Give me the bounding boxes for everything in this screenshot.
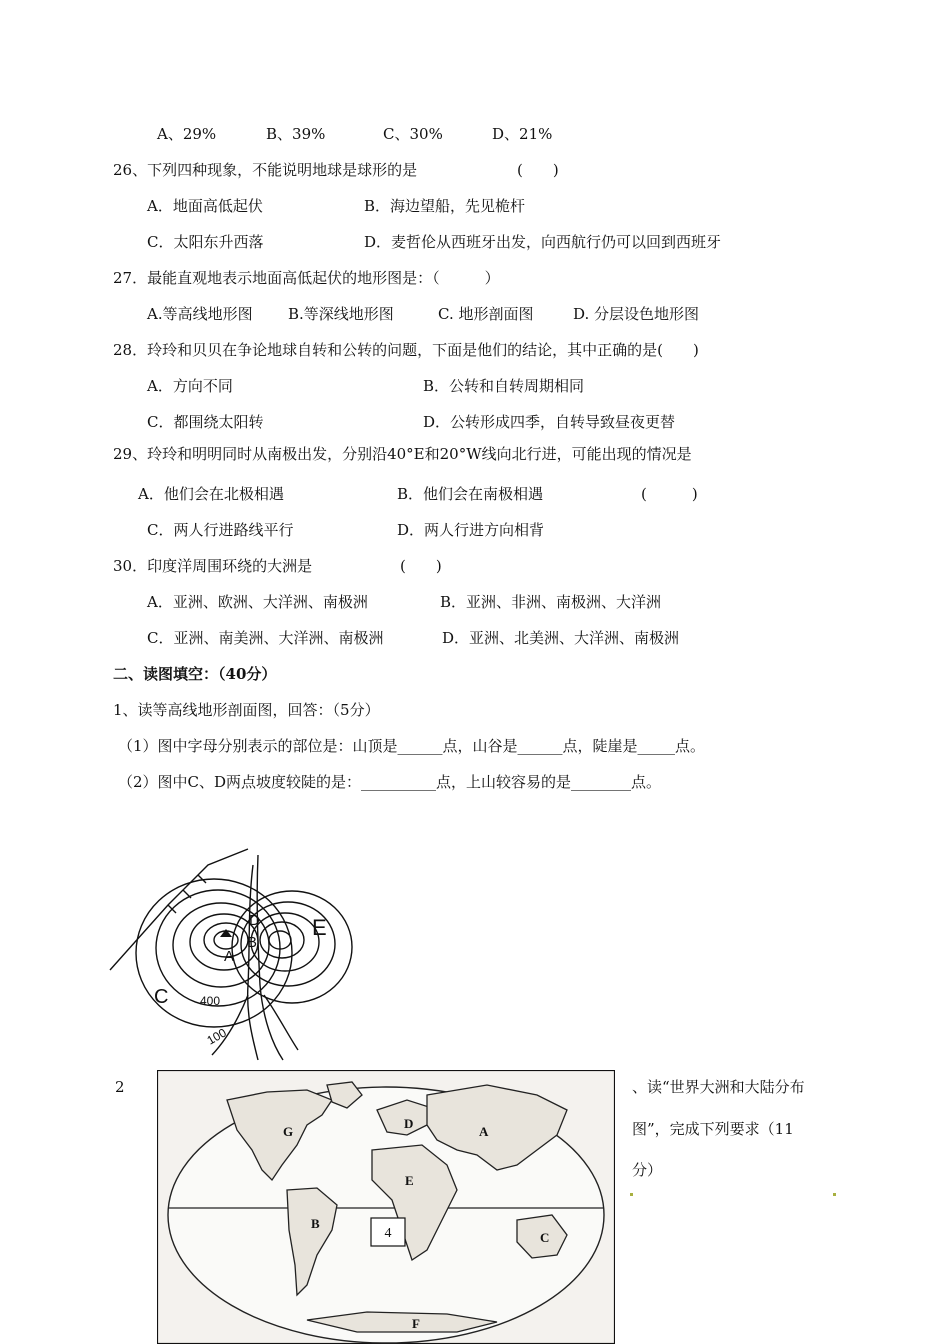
q27-option-b: B.等深线地形图 xyxy=(288,305,394,323)
q30-answer-paren: ( ) xyxy=(400,557,442,575)
q29-option-a: A．他们会在北极相遇 xyxy=(138,485,284,503)
q26-option-c: C．太阳东升西落 xyxy=(147,233,264,251)
s2q2-text-line3: 分） xyxy=(632,1161,663,1179)
q25-option-a: A、29% xyxy=(157,125,217,143)
map-label-d: D xyxy=(404,1116,414,1131)
contour-value-100: 100 xyxy=(204,1025,229,1048)
map-label-b: B xyxy=(311,1216,320,1231)
q26-option-d: D．麦哲伦从西班牙出发，向西航行仍可以回到西班牙 xyxy=(364,233,722,251)
q29-stem: 29、玲玲和明明同时从南极出发，分别沿40°E和20°W线向北行进，可能出现的情况是 xyxy=(113,445,692,463)
q27-option-d: D. 分层设色地形图 xyxy=(573,305,700,323)
map-label-box-text: 4 xyxy=(384,1226,392,1241)
s2q2-text-line1: 、读“世界大洲和大陆分布 xyxy=(632,1078,805,1096)
s2q2-text-line2: 图”，完成下列要求（11 xyxy=(632,1120,794,1138)
contour-label-c: C xyxy=(154,986,169,1008)
q30-option-d: D．亚洲、北美洲、大洋洲、南极洲 xyxy=(442,629,680,647)
map-label-f: F xyxy=(412,1316,420,1331)
q29-answer-paren: ( ) xyxy=(641,485,698,503)
q27-option-a: A.等高线地形图 xyxy=(147,305,253,323)
contour-label-a: A xyxy=(224,948,235,965)
map-label-a: A xyxy=(479,1124,489,1139)
q29-option-b: B．他们会在南极相遇 xyxy=(397,485,544,503)
q25-option-d: D、21% xyxy=(492,125,553,143)
q28-stem: 28．玲玲和贝贝在争论地球自转和公转的问题，下面是他们的结论，其中正确的是( ) xyxy=(113,341,699,359)
contour-label-d: D xyxy=(249,912,260,929)
decorative-dot xyxy=(630,1193,633,1196)
q30-option-a: A．亚洲、欧洲、大洋洲、南极洲 xyxy=(147,593,368,611)
contour-map xyxy=(108,845,368,1070)
contour-label-b: B xyxy=(247,934,258,951)
q29-option-d: D．两人行进方向相背 xyxy=(397,521,545,539)
map-label-g: G xyxy=(283,1124,294,1139)
q28-option-c: C．都围绕太阳转 xyxy=(147,413,264,431)
s2q1-part1: （1）图中字母分别表示的部位是：山顶是______点，山谷是______点，陡崖是_____点。 xyxy=(118,737,706,755)
q26-answer-paren: ( ) xyxy=(517,161,559,179)
q26-option-a: A．地面高低起伏 xyxy=(147,197,263,215)
q27-option-c: C. 地形剖面图 xyxy=(438,305,534,323)
q26-option-b: B．海边望船，先见桅杆 xyxy=(364,197,526,215)
contour-label-e: E xyxy=(312,915,327,940)
s2q1-part2: （2）图中C、D两点坡度较陡的是：__________点，上山较容易的是________点。 xyxy=(118,773,662,791)
map-label-e: E xyxy=(405,1173,414,1188)
s2q1-stem: 1、读等高线地形剖面图，回答：（5分） xyxy=(113,701,380,719)
q30-option-c: C．亚洲、南美洲、大洋洲、南极洲 xyxy=(147,629,384,647)
section2-title: 二、读图填空：（40分） xyxy=(113,665,277,683)
q28-option-a: A．方向不同 xyxy=(147,377,233,395)
q25-option-b: B、39% xyxy=(266,125,326,143)
q27-stem: 27．最能直观地表示地面高低起伏的地形图是：（ ） xyxy=(113,269,500,287)
map-label-c: C xyxy=(540,1230,550,1245)
s2q2-number: 2 xyxy=(115,1078,125,1096)
decorative-dot xyxy=(833,1193,836,1196)
q28-option-b: B．公转和自转周期相同 xyxy=(423,377,585,395)
q28-option-d: D．公转形成四季，自转导致昼夜更替 xyxy=(423,413,676,431)
contour-value-400: 400 xyxy=(200,994,221,1008)
q30-option-b: B．亚洲、非洲、南极洲、大洋洲 xyxy=(440,593,662,611)
q25-option-c: C、30% xyxy=(383,125,443,143)
world-map xyxy=(157,1070,615,1344)
q30-stem: 30．印度洋周围环绕的大洲是 xyxy=(113,557,313,575)
q26-stem: 26、下列四种现象，不能说明地球是球形的是 xyxy=(113,161,418,179)
summit-triangle-icon xyxy=(220,929,232,937)
q29-option-c: C．两人行进路线平行 xyxy=(147,521,294,539)
